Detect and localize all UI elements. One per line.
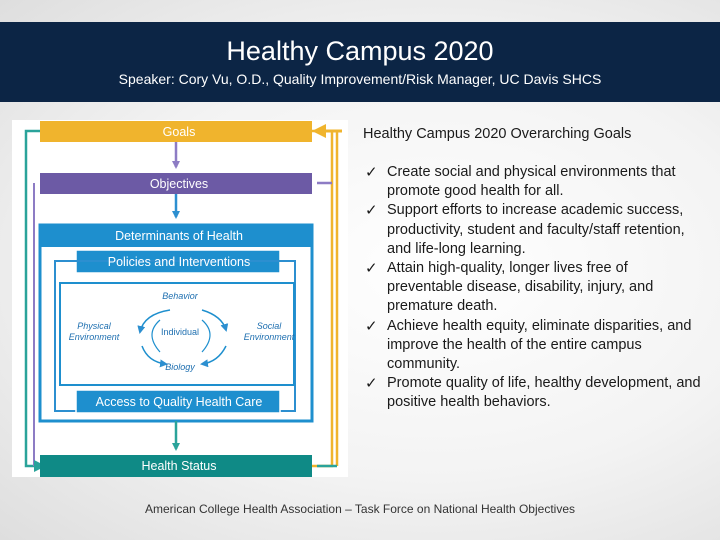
overarching-goals-panel (363, 124, 703, 413)
behavior-label: Behavior (162, 291, 198, 301)
social-environment-label-1: Social (256, 321, 282, 331)
goal-text: Support efforts to increase academic success, productivity, student and faculty/staff retention, and life-long learning. (387, 202, 685, 257)
goal-item (363, 163, 703, 201)
determinants-label: Determinants of Health (115, 229, 243, 243)
checkmark-icon: ✓ (365, 164, 378, 181)
goal-text: Achieve health equity, eliminate disparities, and improve the health of the entire campus community. (387, 317, 692, 373)
goals-heading: Healthy Campus 2020 Overarching Goals (363, 126, 632, 142)
individual-label: Individual (160, 327, 200, 337)
goal-text: Attain high-quality, longer lives free of preventable disease, disability, injury, and premature death. (387, 260, 654, 315)
feedback-loop-lines (312, 124, 342, 466)
goal-text: Create social and physical environments that promote good health for all. (387, 164, 676, 200)
page-title: Healthy Campus 2020 (226, 36, 494, 66)
biology-label: Biology (165, 362, 195, 372)
physical-environment-label-1: Physical (77, 321, 111, 331)
goal-item (363, 374, 703, 412)
social-environment-label-2: Environment (243, 332, 295, 342)
policies-label: Policies and Interventions (107, 255, 251, 269)
goal-text: Promote quality of life, healthy development, and positive health behaviors. (387, 375, 701, 411)
objectives-label: Objectives (149, 177, 209, 191)
physical-environment-label-2: Environment (68, 332, 120, 342)
title-banner (0, 22, 720, 102)
goals-label: Goals (162, 125, 196, 139)
goal-item (363, 201, 703, 259)
goal-item (363, 259, 703, 317)
source-citation: American College Health Association – Task Force on National Health Objectives (145, 502, 575, 516)
goal-item (363, 317, 703, 375)
speaker-subtitle: Speaker: Cory Vu, O.D., Quality Improvement/Risk Manager, UC Davis SHCS (118, 71, 602, 87)
framework-svg (12, 120, 348, 477)
checkmark-icon: ✓ (365, 260, 378, 278)
goal-list (363, 163, 703, 413)
access-label: Access to Quality Health Care (95, 395, 263, 409)
healthy-people-framework-diagram (12, 120, 348, 477)
checkmark-icon: ✓ (365, 375, 378, 393)
checkmark-icon: ✓ (365, 202, 378, 220)
checkmark-icon: ✓ (365, 317, 378, 335)
health-status-label: Health Status (141, 459, 217, 473)
